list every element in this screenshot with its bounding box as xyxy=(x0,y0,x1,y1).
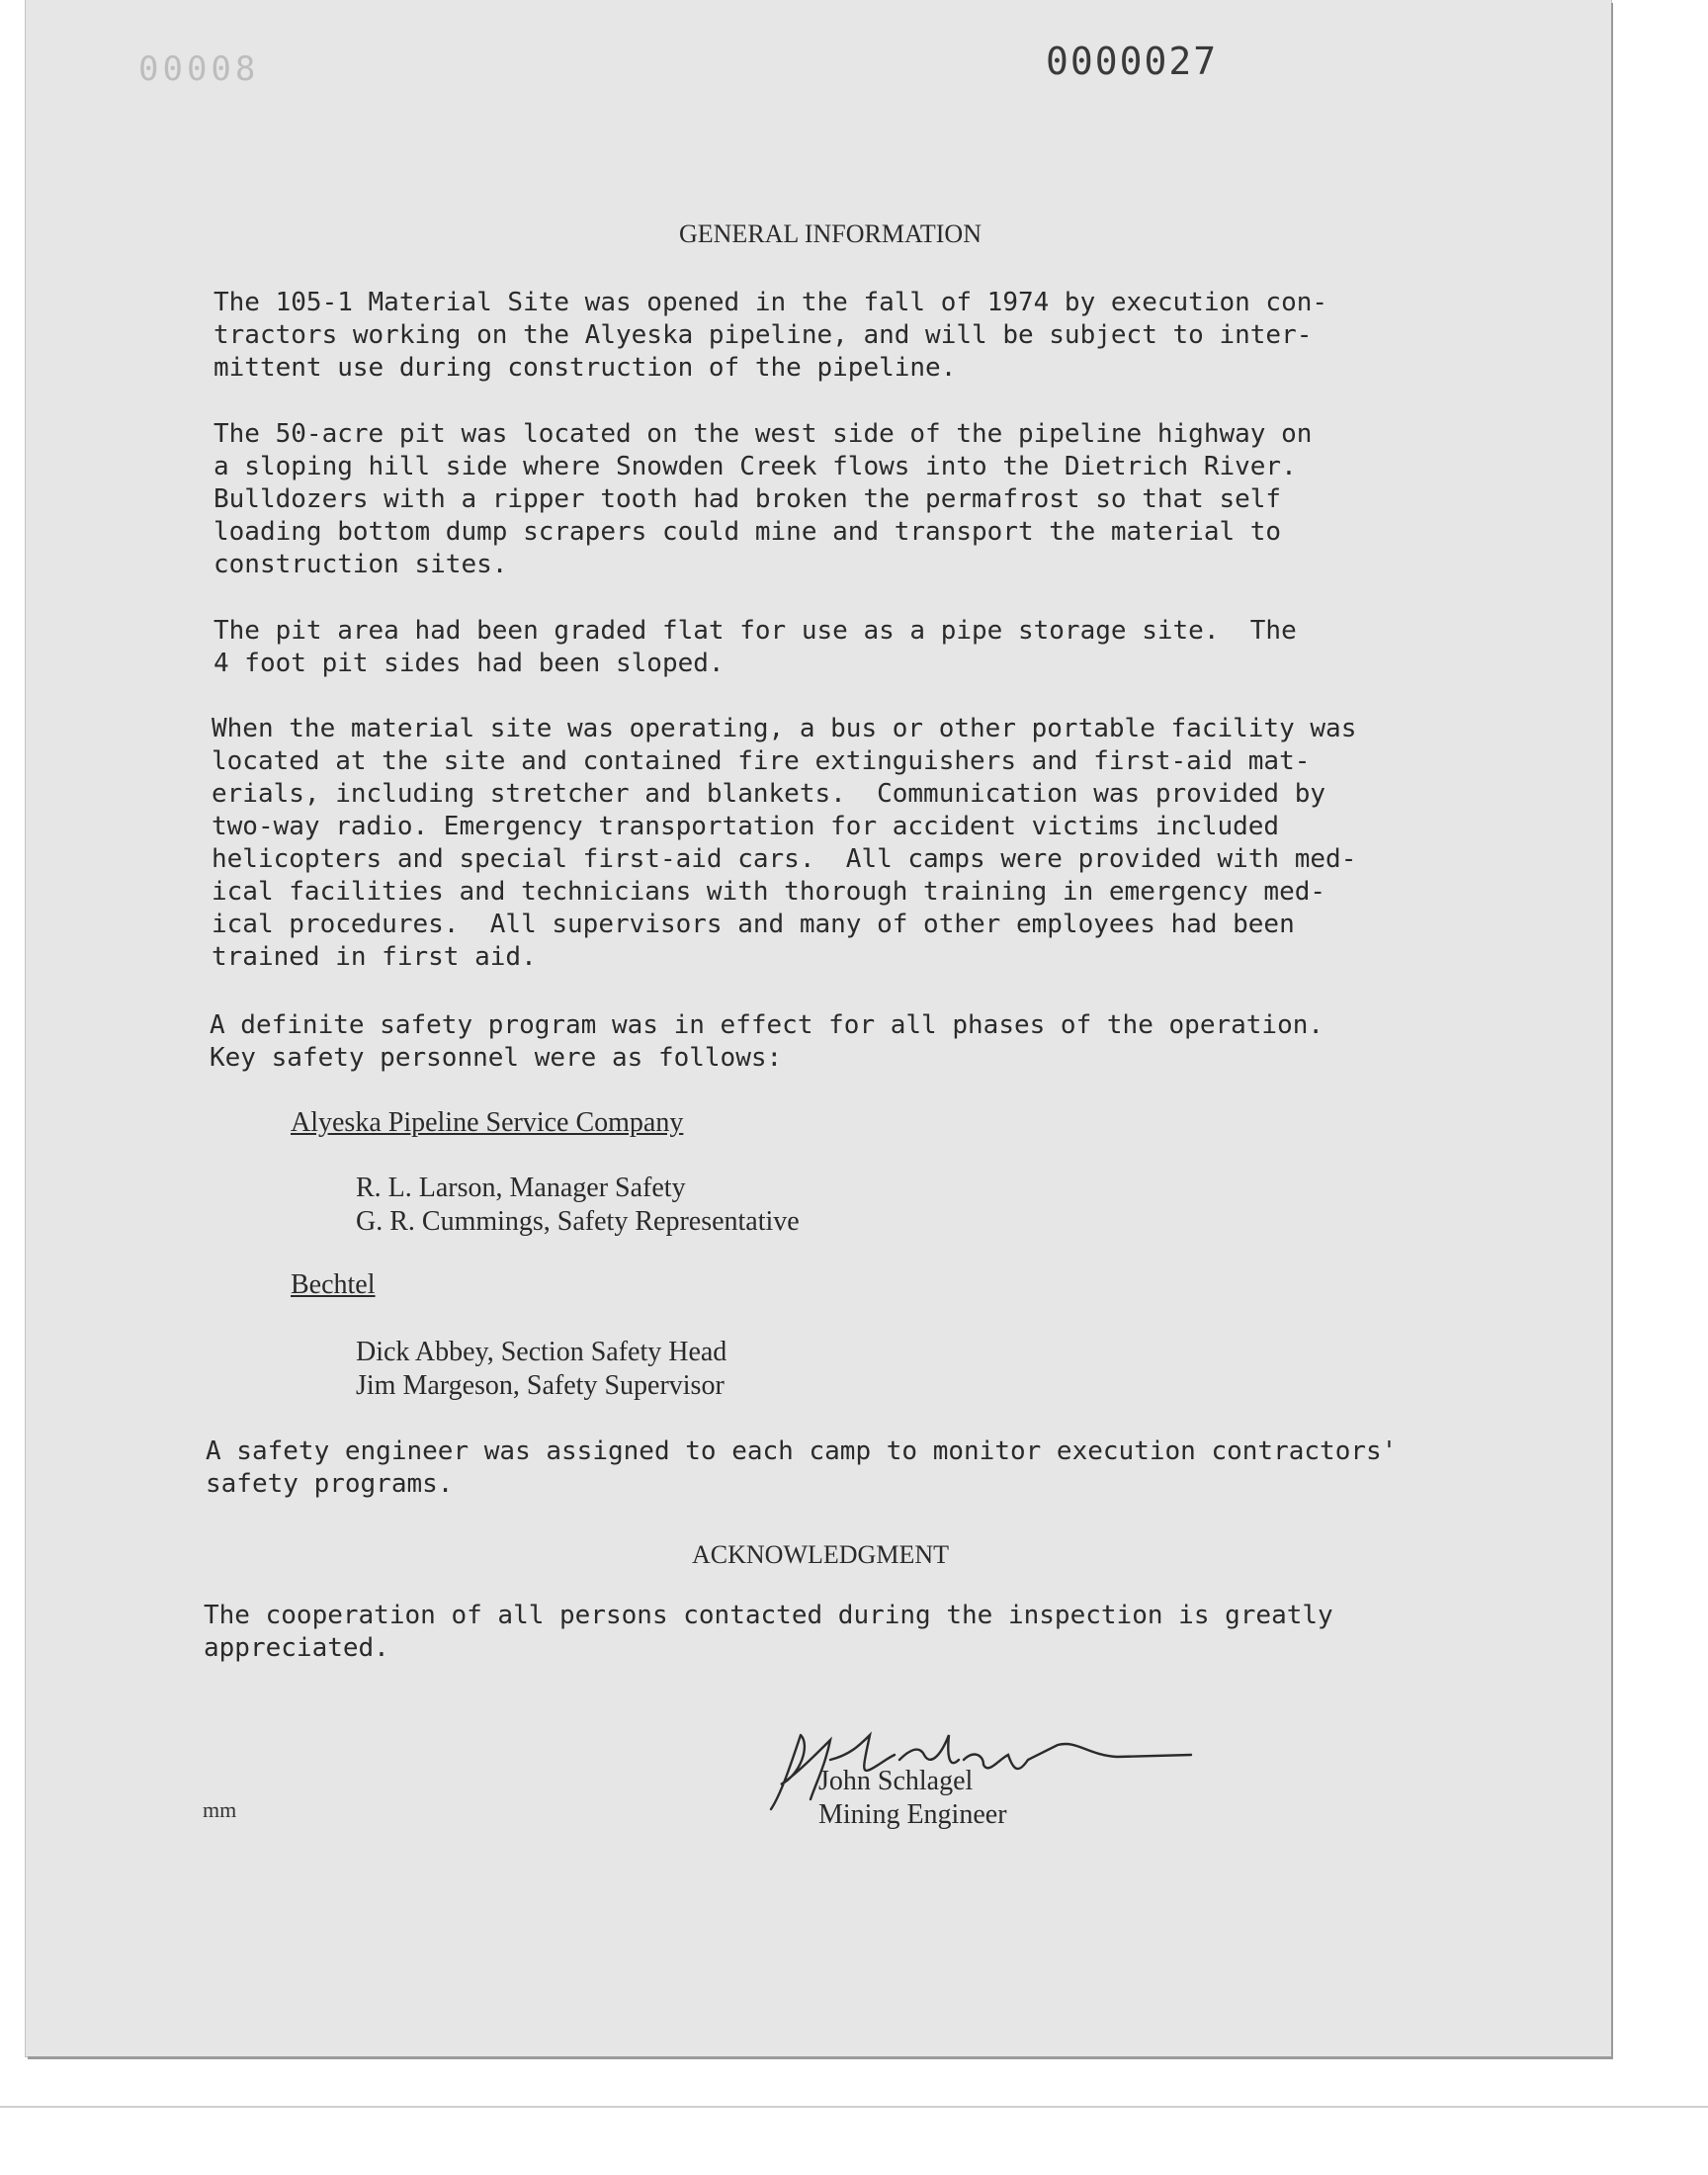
paragraph-safety-engineer xyxy=(206,1436,1520,1501)
paragraph-line: 4 foot pit sides had been sloped. xyxy=(214,649,725,678)
paragraph-line: When the material site was operating, a bus or other portable facility was xyxy=(212,714,1357,743)
paragraph-line: mittent use during construction of the pipeline. xyxy=(214,353,957,383)
person-abbey: Dick Abbey, Section Safety Head xyxy=(356,1337,727,1367)
paragraph-line: ical procedures. All supervisors and many of other employees had been xyxy=(212,910,1295,939)
heading-acknowledgment: ACKNOWLEDGMENT xyxy=(692,1540,949,1569)
paragraph-line: helicopters and special first-aid cars. All camps were provided with med- xyxy=(212,844,1357,874)
paragraph-safety-program xyxy=(210,1009,1524,1075)
company-alyeska: Alyeska Pipeline Service Company xyxy=(291,1107,684,1138)
heading-general-information: GENERAL INFORMATION xyxy=(679,219,982,248)
company-bechtel: Bechtel xyxy=(291,1269,376,1300)
person-larson: R. L. Larson, Manager Safety xyxy=(356,1173,686,1203)
paragraph-line: a sloping hill side where Snowden Creek flows into the Dietrich River. xyxy=(214,452,1297,481)
document-number: 0000027 xyxy=(1046,40,1219,83)
faded-stamp-number: 00008 xyxy=(138,49,260,89)
signer-name: John Schlagel xyxy=(818,1766,974,1796)
paragraph-line: Bulldozers with a ripper tooth had broken the permafrost so that self xyxy=(214,484,1282,514)
paragraph-site-opening xyxy=(214,287,1528,385)
paragraph-line: A definite safety program was in effect for all phases of the operation. xyxy=(210,1010,1324,1040)
paragraph-line: Key safety personnel were as follows: xyxy=(210,1043,783,1073)
person-margeson: Jim Margeson, Safety Supervisor xyxy=(356,1370,725,1401)
paragraph-line: ical facilities and technicians with thorough training in emergency med- xyxy=(212,877,1326,907)
paragraph-line: located at the site and contained fire extinguishers and first-aid mat- xyxy=(212,746,1311,776)
paragraph-facilities xyxy=(212,713,1526,974)
paragraph-line: A safety engineer was assigned to each camp to monitor execution contractors' xyxy=(206,1436,1398,1466)
scan-edge-divider xyxy=(0,2106,1708,2108)
paragraph-pit-location xyxy=(214,418,1528,581)
paragraph-line: The 50-acre pit was located on the west side of the pipeline highway on xyxy=(214,419,1313,449)
paragraph-line: The cooperation of all persons contacted during the inspection is greatly xyxy=(204,1601,1333,1630)
paragraph-line: The 105-1 Material Site was opened in the fall of 1974 by execution con- xyxy=(214,288,1328,317)
paragraph-acknowledgment xyxy=(204,1600,1518,1665)
paragraph-line: trained in first aid. xyxy=(212,942,537,972)
signer-title: Mining Engineer xyxy=(818,1799,1007,1830)
paragraph-line: loading bottom dump scrapers could mine and transport the material to xyxy=(214,517,1282,547)
paragraph-line: two-way radio. Emergency transportation for accident victims included xyxy=(212,812,1280,841)
paragraph-line: safety programs. xyxy=(206,1469,454,1499)
paragraph-line: appreciated. xyxy=(204,1633,389,1663)
paragraph-line: tractors working on the Alyeska pipeline, and will be subject to inter- xyxy=(214,320,1313,350)
typist-initials: mm xyxy=(203,1797,237,1822)
paragraph-line: construction sites. xyxy=(214,550,508,579)
person-cummings: G. R. Cummings, Safety Representative xyxy=(356,1206,800,1237)
paragraph-line: The pit area had been graded flat for use as a pipe storage site. The xyxy=(214,616,1297,646)
paragraph-line: erials, including stretcher and blankets. Communication was provided by xyxy=(212,779,1326,809)
paragraph-pit-area xyxy=(214,615,1528,680)
